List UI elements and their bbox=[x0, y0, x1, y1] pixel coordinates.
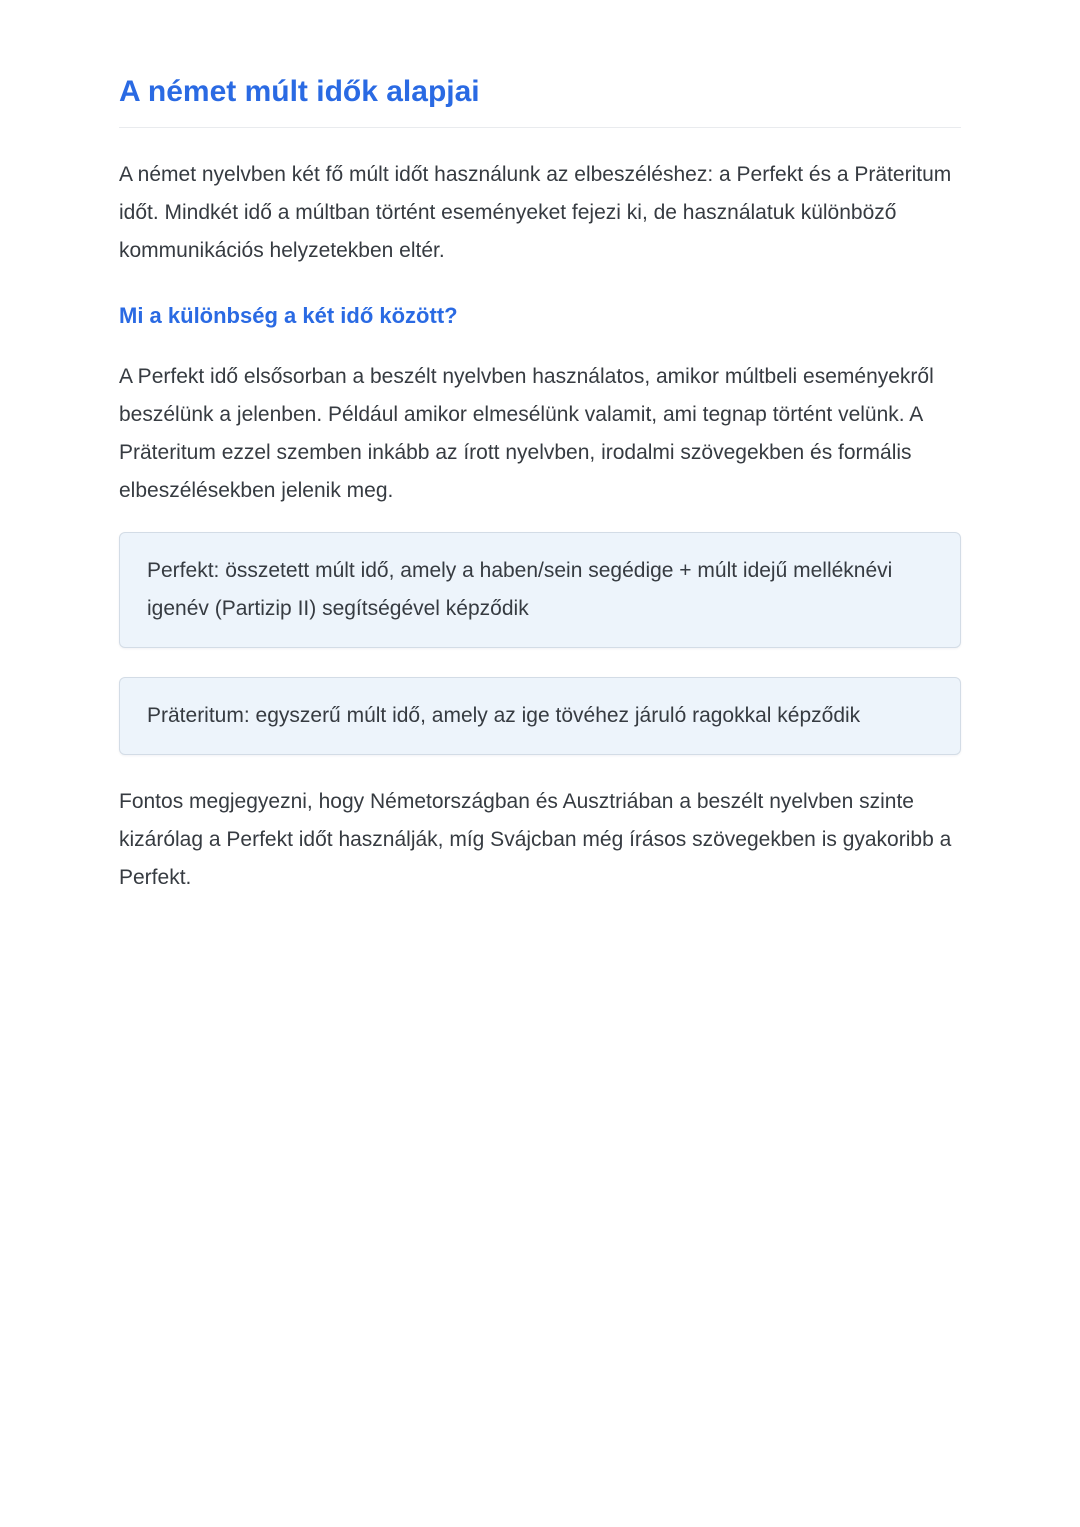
closing-paragraph: Fontos megjegyezni, hogy Németországban és Ausztriában a beszélt nyelvben szinte kizárólag a Perfekt időt használják, míg Svájcban még írásos szövegekben is gyakoribb a Perfekt. bbox=[119, 790, 952, 889]
intro-paragraph: A német nyelvben két fő múlt időt használunk az elbeszéléshez: a Perfekt és a Präteritum időt. Mindkét idő a múltban történt eseményeket fejezi ki, de használatuk különböző kommunikációs helyzetekben eltér. bbox=[119, 163, 952, 262]
callout-perfekt-text: Perfekt: összetett múlt idő, amely a haben/sein segédige + múlt idejű melléknévi igenév (Partizip II) segítségével képződik bbox=[147, 559, 893, 620]
callout-prateritum bbox=[119, 677, 961, 755]
section-paragraph: A Perfekt idő elsősorban a beszélt nyelvben használatos, amikor múltbeli eseményekről beszélünk a jelenben. Például amikor elmesélünk valamit, ami tegnap történt velünk. A Präteritum ezzel szemben inkább az írott nyelvben, irodalmi szövegekben és formális elbeszélésekben jelenik meg. bbox=[119, 365, 934, 502]
title-divider bbox=[119, 127, 961, 128]
page-title: A német múlt idők alapjai bbox=[119, 75, 480, 108]
callout-prateritum-text: Präteritum: egyszerű múlt idő, amely az ige tövéhez járuló ragokkal képződik bbox=[147, 704, 861, 727]
section-heading: Mi a különbség a két idő között? bbox=[119, 303, 458, 328]
article-content bbox=[119, 0, 961, 897]
callout-perfekt bbox=[119, 532, 961, 648]
